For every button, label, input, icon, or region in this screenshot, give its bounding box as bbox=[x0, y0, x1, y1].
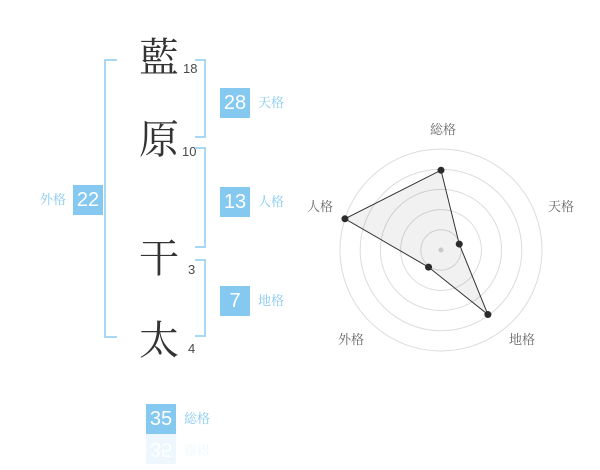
tenkaku-bracket bbox=[195, 59, 206, 138]
name-character-3: 干 bbox=[139, 237, 179, 281]
soukaku-value-badge: 35 bbox=[146, 404, 176, 434]
radar-axis-label: 天格 bbox=[547, 199, 575, 214]
tenkaku-row bbox=[220, 88, 284, 118]
gaikaku-value-badge: 22 bbox=[73, 185, 103, 215]
stroke-count-2: 10 bbox=[182, 144, 197, 159]
soukaku-row bbox=[146, 404, 210, 434]
jinkaku-value-badge: 13 bbox=[220, 187, 250, 217]
gaikaku-bracket bbox=[104, 59, 117, 338]
soukaku-label: 総格 bbox=[184, 411, 211, 426]
name-character-1: 藍 bbox=[139, 36, 179, 80]
stroke-count-4: 4 bbox=[188, 341, 196, 356]
radar-center-dot bbox=[439, 248, 444, 253]
jinkaku-label: 人格 bbox=[258, 194, 285, 209]
tenkaku-value-badge: 28 bbox=[220, 88, 250, 118]
radar-data-point bbox=[438, 167, 445, 174]
radar-axis-label: 人格 bbox=[306, 199, 334, 214]
radar-axis-label: 地格 bbox=[508, 332, 536, 347]
chikaku-bracket bbox=[195, 259, 206, 337]
chikaku-value-badge: 7 bbox=[220, 286, 250, 316]
radar-data-polygon bbox=[345, 170, 488, 314]
soukaku-row-reflection bbox=[146, 434, 210, 464]
radar-data-point bbox=[484, 311, 491, 318]
soukaku-reflection-badge: 35 bbox=[146, 434, 176, 464]
gaikaku-label: 外格 bbox=[40, 192, 67, 207]
radar-data-point bbox=[456, 241, 463, 248]
chikaku-row bbox=[220, 286, 284, 316]
jinkaku-bracket bbox=[195, 147, 206, 248]
soukaku-reflection-label: 総格 bbox=[184, 442, 211, 457]
radar-data-point bbox=[425, 264, 432, 271]
stroke-count-3: 3 bbox=[188, 262, 196, 277]
name-character-2: 原 bbox=[139, 118, 179, 162]
jinkaku-row bbox=[220, 187, 284, 217]
chikaku-label: 地格 bbox=[258, 293, 285, 308]
stroke-count-1: 18 bbox=[183, 61, 198, 76]
radar-axis-label: 総格 bbox=[429, 122, 457, 137]
tenkaku-label: 天格 bbox=[258, 95, 285, 110]
name-character-4: 太 bbox=[139, 319, 179, 363]
radar-axis-label: 外格 bbox=[337, 332, 365, 347]
radar-data-point bbox=[341, 215, 348, 222]
radar-chart bbox=[286, 100, 596, 400]
radar-chart-area bbox=[286, 100, 596, 405]
gaikaku-row bbox=[40, 185, 103, 215]
